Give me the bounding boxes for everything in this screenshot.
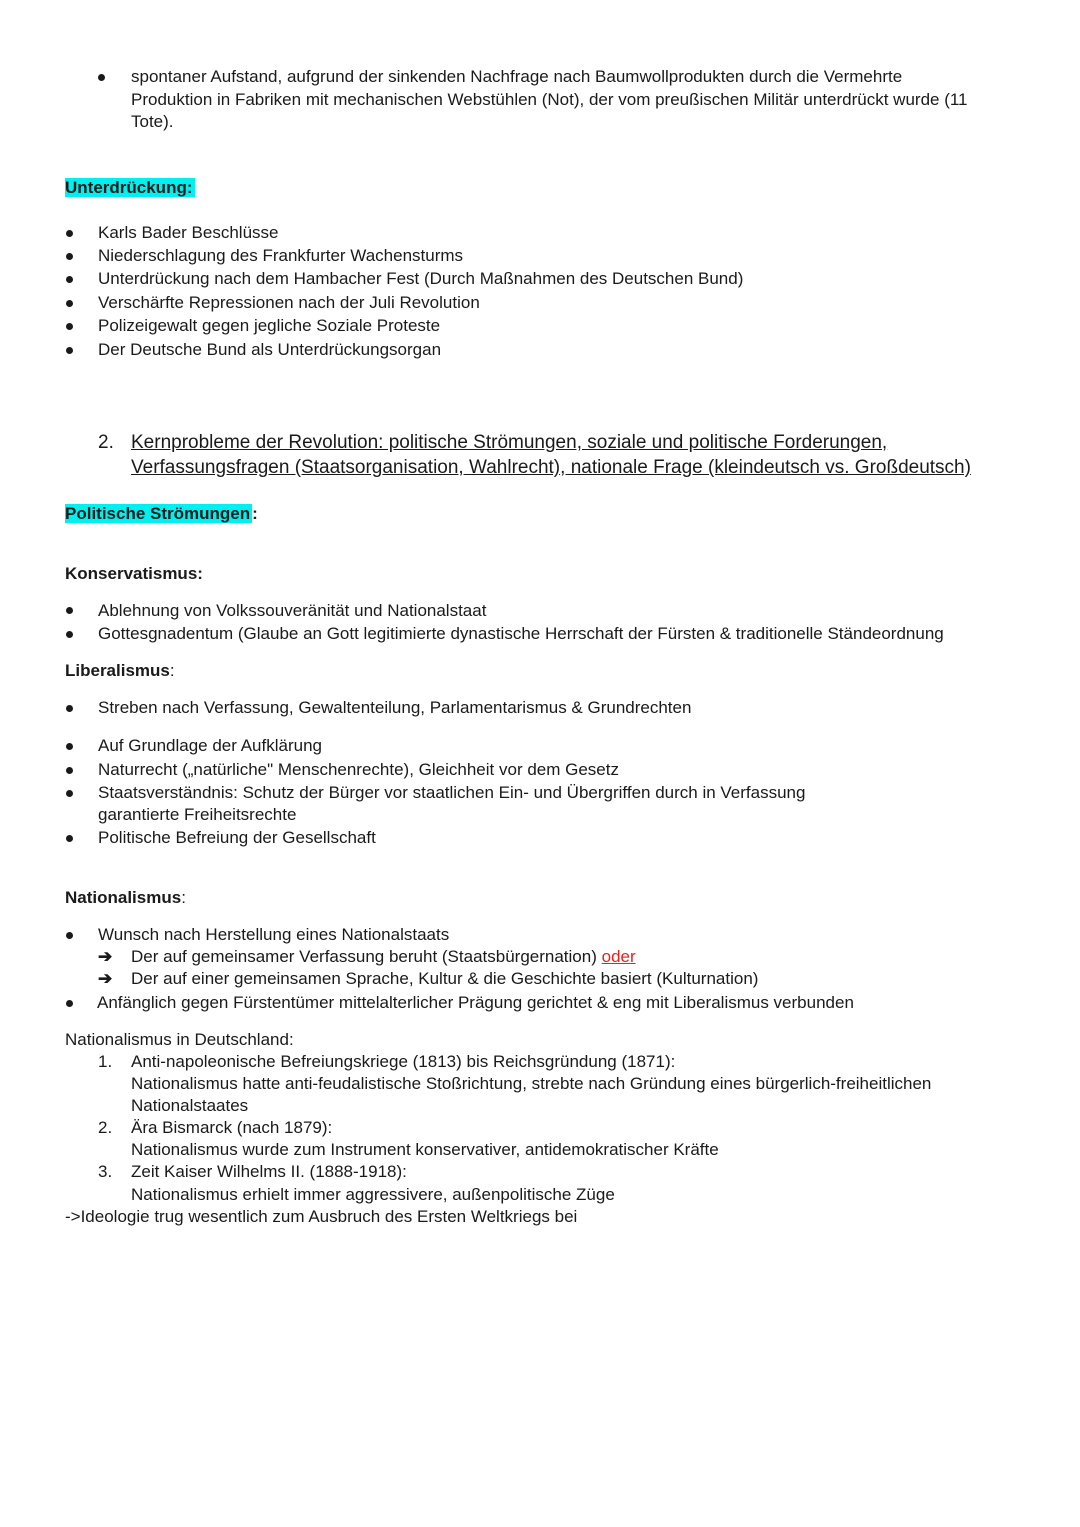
list-item: Naturrecht („natürliche" Menschenrechte), Gleichheit vor dem Gesetz bbox=[98, 760, 619, 779]
section-number: 2. bbox=[98, 432, 114, 453]
bullet-marker bbox=[66, 607, 73, 614]
liberalismus-heading-wrap bbox=[65, 660, 175, 682]
entry-line: Zeit Kaiser Wilhelms II. (1888-1918): bbox=[131, 1162, 407, 1181]
arrow-right-icon: ➔ bbox=[98, 947, 113, 966]
list-item: Gottesgnadentum (Glaube an Gott legitimierte dynastische Herrschaft der Fürsten & traditionelle Ständeordnung bbox=[98, 624, 944, 643]
list-item: Unterdrückung nach dem Hambacher Fest (Durch Maßnahmen des Deutschen Bund) bbox=[98, 269, 744, 288]
nationalismus-heading-wrap bbox=[65, 887, 186, 909]
nationalismus-heading: Nationalismus bbox=[65, 888, 182, 907]
unterdrueckung-heading-wrap bbox=[65, 177, 195, 199]
deutschland-heading: Nationalismus in Deutschland: bbox=[65, 1030, 294, 1049]
oder-link[interactable]: oder bbox=[601, 947, 636, 966]
entry-line: Nationalismus wurde zum Instrument konservativer, antidemokratischer Kräfte bbox=[131, 1140, 719, 1159]
politische-heading-wrap bbox=[65, 503, 258, 525]
entry-number: 3. bbox=[98, 1162, 113, 1181]
arrow-right-icon: ➔ bbox=[98, 969, 113, 988]
liberalismus-heading-colon: : bbox=[169, 661, 175, 680]
bullet-marker bbox=[66, 705, 73, 712]
entry-line: Nationalismus hatte anti-feudalistische Stoßrichtung, strebte nach Gründung eines bürgerlich-freiheitlichen bbox=[131, 1074, 932, 1093]
list-item: Der Deutsche Bund als Unterdrückungsorgan bbox=[98, 340, 442, 359]
arrow-item: Der auf einer gemeinsamen Sprache, Kultur & die Geschichte basiert (Kulturnation) bbox=[131, 969, 759, 988]
bullet-marker bbox=[66, 1000, 73, 1007]
list-item: Ablehnung von Volkssouveränität und Nationalstaat bbox=[98, 601, 487, 620]
section-heading-line-1: Kernprobleme der Revolution: politische Strömungen, soziale und politische Forderungen, bbox=[131, 432, 888, 453]
nationalismus-heading-colon: : bbox=[181, 888, 186, 907]
list-item: Polizeigewalt gegen jegliche Soziale Proteste bbox=[98, 316, 441, 335]
entry-line: Anti-napoleonische Befreiungskriege (1813) bis Reichsgründung (1871): bbox=[131, 1052, 676, 1071]
entry-line: Nationalismus erhielt immer aggressivere, außenpolitische Züge bbox=[131, 1185, 615, 1204]
list-item: Politische Befreiung der Gesellschaft bbox=[98, 828, 376, 847]
bullet-marker bbox=[66, 276, 73, 283]
bullet-marker bbox=[66, 835, 73, 842]
list-item-continuation: garantierte Freiheitsrechte bbox=[98, 805, 297, 824]
bullet-marker bbox=[66, 767, 73, 774]
entry-line: Nationalstaates bbox=[131, 1096, 249, 1115]
bullet-marker bbox=[66, 932, 73, 939]
list-item: Karls Bader Beschlüsse bbox=[98, 223, 279, 242]
konservatismus-heading: Konservatismus: bbox=[65, 564, 203, 583]
entry-number: 1. bbox=[98, 1052, 113, 1071]
liberalismus-heading: Liberalismus bbox=[65, 661, 170, 680]
list-item: Streben nach Verfassung, Gewaltenteilung, Parlamentarismus & Grundrechten bbox=[98, 698, 692, 717]
intro-text-line-1: spontaner Aufstand, aufgrund der sinkenden Nachfrage nach Baumwollprodukten durch die Vermehrte bbox=[131, 67, 903, 86]
politische-heading-colon: : bbox=[252, 504, 258, 523]
intro-text-line-2: Produktion in Fabriken mit mechanischen Webstühlen (Not), der vom preußischen Militär unterdrückt wurde (11 bbox=[131, 90, 968, 109]
unterdrueckung-heading: Unterdrückung: bbox=[65, 178, 193, 197]
bullet-marker bbox=[66, 790, 73, 797]
entry-number: 2. bbox=[98, 1118, 113, 1137]
list-item: Staatsverständnis: Schutz der Bürger vor staatlichen Ein- und Übergriffen durch in Verfassung bbox=[98, 783, 806, 802]
politische-heading: Politische Strömungen bbox=[65, 504, 251, 523]
list-item: Wunsch nach Herstellung eines Nationalstaats bbox=[98, 925, 450, 944]
bullet-marker bbox=[66, 631, 73, 638]
arrow-item bbox=[131, 946, 636, 968]
bullet-marker bbox=[98, 74, 105, 81]
bullet-marker bbox=[66, 743, 73, 750]
conclusion-text: ->Ideologie trug wesentlich zum Ausbruch des Ersten Weltkriegs bei bbox=[65, 1207, 578, 1226]
section-heading-line-2: Verfassungsfragen (Staatsorganisation, Wahlrecht), nationale Frage (kleindeutsch vs. Großdeutsch) bbox=[131, 457, 971, 478]
list-item: Niederschlagung des Frankfurter Wachensturms bbox=[98, 246, 464, 265]
list-item: Anfänglich gegen Fürstentümer mittelalterlicher Prägung gerichtet & eng mit Liberalismus verbunden bbox=[97, 993, 854, 1012]
arrow-item-text: Der auf gemeinsamer Verfassung beruht (Staatsbürgernation) bbox=[131, 947, 597, 966]
bullet-marker bbox=[66, 230, 73, 237]
list-item: Auf Grundlage der Aufklärung bbox=[98, 736, 322, 755]
bullet-marker bbox=[66, 253, 73, 260]
bullet-marker bbox=[66, 323, 73, 330]
bullet-marker bbox=[66, 300, 73, 307]
list-item: Verschärfte Repressionen nach der Juli Revolution bbox=[98, 293, 480, 312]
bullet-marker bbox=[66, 347, 73, 354]
intro-text-line-3: Tote). bbox=[131, 112, 174, 131]
entry-line: Ära Bismarck (nach 1879): bbox=[131, 1118, 333, 1137]
